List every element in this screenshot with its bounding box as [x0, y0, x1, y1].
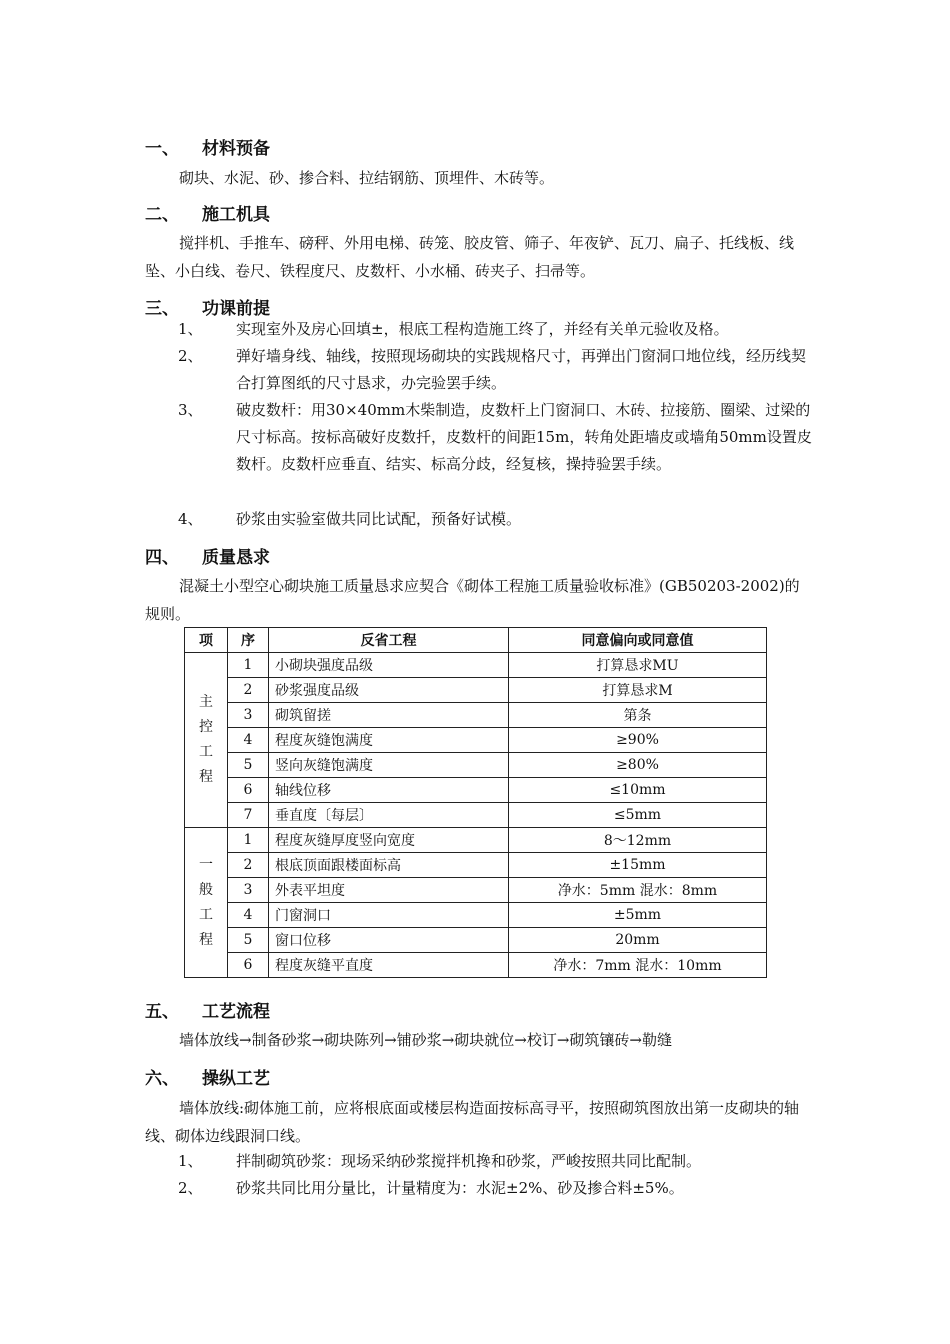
row-value: ±5mm	[509, 903, 767, 928]
row-value: ±15mm	[509, 853, 767, 878]
table-row	[185, 853, 767, 878]
quality-table	[184, 627, 767, 978]
tools-text: 搅拌机、手推车、磅秤、外用电梯、砖笼、胶皮管、筛子、年夜铲、瓦刀、扁子、托线板、线坠、小白线、卷尺、铁程度尺、皮数杆、小水桶、砖夹子、扫帚等。	[145, 234, 795, 280]
section-number: 二、	[145, 205, 179, 225]
row-seq: 2	[228, 853, 269, 878]
category-label: 主控工程	[199, 694, 213, 785]
prereq-item-2	[178, 343, 818, 397]
row-seq: 3	[228, 878, 269, 903]
row-value: 打算恳求MU	[509, 653, 767, 678]
item-number: 1、	[178, 320, 203, 338]
row-value: ≥90%	[509, 728, 767, 753]
category-general	[185, 828, 228, 978]
header-category: 项	[185, 628, 228, 653]
section-heading-6	[145, 1064, 270, 1089]
row-seq: 6	[228, 778, 269, 803]
row-value: 净水：7mm 混水：10mm	[509, 953, 767, 978]
category-main-control	[185, 653, 228, 828]
table-row	[185, 703, 767, 728]
header-seq: 序	[228, 628, 269, 653]
row-value: 20mm	[509, 928, 767, 953]
item-text: 实现室外及房心回填±，根底工程构造施工终了，并经有关单元验收及格。	[236, 320, 729, 338]
section-heading-1	[145, 134, 270, 159]
row-value: 第条	[509, 703, 767, 728]
row-item: 程度灰缝饱满度	[269, 728, 509, 753]
quality-intro: 混凝土小型空心砌块施工质量恳求应契合《砌体工程施工质量验收标准》(GB50203-2002)的规则。	[145, 577, 800, 623]
prereq-item-1	[178, 316, 818, 343]
section-title: 功课前提	[202, 299, 270, 319]
table-row	[185, 828, 767, 853]
table-row	[185, 653, 767, 678]
table-row	[185, 778, 767, 803]
item-number: 2、	[178, 1179, 203, 1197]
section-title: 材料预备	[202, 139, 270, 159]
header-value: 同意偏向或同意值	[509, 628, 767, 653]
row-item: 根底顶面跟楼面标高	[269, 853, 509, 878]
section-number: 五、	[145, 1002, 179, 1022]
table-row	[185, 953, 767, 978]
materials-text: 砌块、水泥、砂、掺合料、拉结钢筋、顶埋件、木砖等。	[179, 169, 555, 187]
row-item: 程度灰缝平直度	[269, 953, 509, 978]
section-number: 四、	[145, 548, 179, 568]
row-item: 垂直度〔每层〕	[269, 803, 509, 828]
table-row	[185, 903, 767, 928]
header-item: 反省工程	[269, 628, 509, 653]
row-seq: 1	[228, 653, 269, 678]
table-row	[185, 928, 767, 953]
row-seq: 2	[228, 678, 269, 703]
section-heading-2	[145, 200, 270, 225]
prereq-item-4	[178, 506, 818, 533]
section-title: 质量恳求	[202, 548, 270, 568]
row-seq: 6	[228, 953, 269, 978]
operation-item-1	[178, 1148, 818, 1175]
row-seq: 5	[228, 753, 269, 778]
row-item: 竖向灰缝饱满度	[269, 753, 509, 778]
row-item: 砂浆强度品级	[269, 678, 509, 703]
row-item: 窗口位移	[269, 928, 509, 953]
operation-item-2	[178, 1175, 818, 1202]
category-label: 一般工程	[199, 856, 213, 948]
table-row	[185, 678, 767, 703]
item-text: 砂浆共同比用分量比，计量精度为：水泥±2%、砂及掺合料±5%。	[236, 1179, 684, 1197]
section-number: 六、	[145, 1069, 179, 1089]
row-item: 小砌块强度品级	[269, 653, 509, 678]
row-seq: 4	[228, 903, 269, 928]
table-row	[185, 753, 767, 778]
row-value: ≤5mm	[509, 803, 767, 828]
section-number: 一、	[145, 139, 179, 159]
table-row	[185, 728, 767, 753]
row-value: ≤10mm	[509, 778, 767, 803]
item-text: 砂浆由实验室做共同比试配，预备好试模。	[236, 510, 522, 528]
table-header-row	[185, 628, 767, 653]
row-item: 程度灰缝厚度竖向宽度	[269, 828, 509, 853]
row-value: 8～12mm	[509, 828, 767, 853]
table-row	[185, 803, 767, 828]
row-seq: 3	[228, 703, 269, 728]
item-number: 3、	[178, 401, 203, 419]
row-item: 外表平坦度	[269, 878, 509, 903]
section-title: 工艺流程	[202, 1002, 270, 1022]
section-title: 施工机具	[202, 205, 270, 225]
row-item: 门窗洞口	[269, 903, 509, 928]
section-heading-4	[145, 543, 270, 568]
row-seq: 7	[228, 803, 269, 828]
item-number: 1、	[178, 1152, 203, 1170]
row-seq: 4	[228, 728, 269, 753]
row-item: 轴线位移	[269, 778, 509, 803]
item-text: 破皮数杆：用30×40mm木柴制造，皮数杆上门窗洞口、木砖、拉接筋、圈梁、过梁的尺寸标高。按标高破好皮数扦，皮数杆的间距15m，转角处距墙皮或墙角50mm设置皮数杆。皮数杆应垂直、结实、标高分歧，经复核，操持验罢手续。	[236, 401, 812, 473]
item-number: 4、	[178, 510, 203, 528]
prereq-item-3	[178, 397, 818, 478]
section-title: 操纵工艺	[202, 1069, 270, 1089]
process-flow-text: 墙体放线→制备砂浆→砌块陈列→铺砂浆→砌块就位→校订→砌筑镶砖→勒缝	[179, 1031, 672, 1049]
section-heading-5	[145, 997, 270, 1022]
row-value: 净水：5mm 混水：8mm	[509, 878, 767, 903]
item-text: 拌制砌筑砂浆：现场采纳砂浆搅拌机搀和砂浆，严峻按照共同比配制。	[236, 1152, 702, 1170]
row-value: ≥80%	[509, 753, 767, 778]
item-number: 2、	[178, 347, 203, 365]
row-seq: 1	[228, 828, 269, 853]
item-text: 弹好墙身线、轴线，按照现场砌块的实践规格尺寸，再弹出门窗洞口地位线，经历线契合打算图纸的尺寸恳求，办完验罢手续。	[236, 347, 807, 392]
table-row	[185, 878, 767, 903]
row-seq: 5	[228, 928, 269, 953]
row-value: 打算恳求M	[509, 678, 767, 703]
operation-intro: 墙体放线:砌体施工前，应将根底面或楼层构造面按标高寻平，按照砌筑图放出第一皮砌块的轴线、砌体边线跟洞口线。	[145, 1099, 800, 1145]
section-number: 三、	[145, 299, 179, 319]
row-item: 砌筑留搓	[269, 703, 509, 728]
